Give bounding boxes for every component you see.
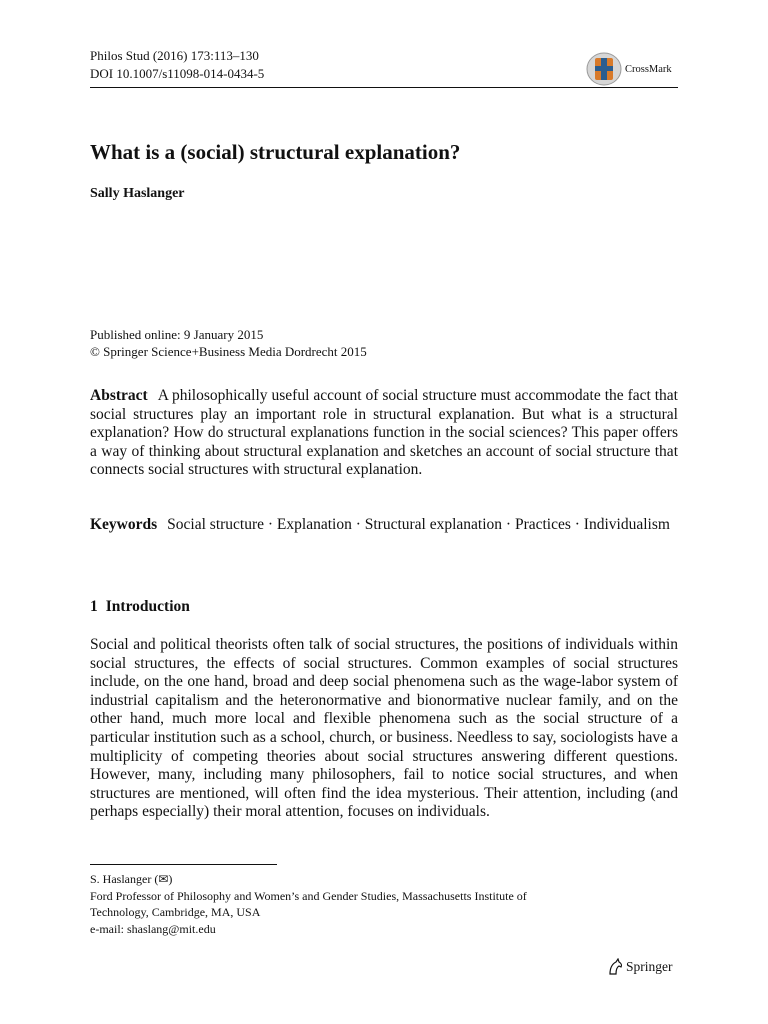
abstract-text: A philosophically useful account of social structure must accommodate the fact that social structures play an important role in structural explanation. But what is a structural explanation? How do structural explanations function in the social sciences? This paper offers a way of thinking about structural explanation and sketches an account of social structure that connects social structures with structural explanation.: [90, 387, 678, 479]
keywords-label: Keywords: [90, 516, 158, 533]
footnote-affiliation-2: Technology, Cambridge, MA, USA: [90, 905, 261, 919]
header-divider: [90, 87, 678, 88]
crossmark-badge[interactable]: [586, 52, 672, 86]
article-title: What is a (social) structural explanation?: [90, 140, 461, 164]
publisher-name: Springer: [626, 959, 673, 974]
publication-info: [90, 326, 367, 360]
section-title: Introduction: [105, 598, 190, 615]
footnote-email[interactable]: e-mail: shaslang@mit.edu: [90, 921, 216, 936]
abstract-label: Abstract: [90, 387, 148, 404]
footnote-affiliation-1: Ford Professor of Philosophy and Women’s and Gender Studies, Massachusetts Institute of: [90, 888, 527, 903]
section-number: 1: [90, 598, 98, 615]
journal-citation: Philos Stud (2016) 173:113–130: [90, 48, 259, 63]
crossmark-label: CrossMark: [625, 63, 672, 75]
section-heading: [90, 598, 190, 616]
keywords: [90, 516, 678, 535]
article-author: Sally Haslanger: [90, 186, 185, 201]
published-date: Published online: 9 January 2015: [90, 327, 264, 342]
footnote-divider: [90, 864, 277, 865]
publisher-logo: [607, 958, 673, 976]
footnote-author: S. Haslanger (✉): [90, 872, 173, 886]
abstract: [90, 387, 678, 480]
intro-paragraph: Social and political theorists often talk of social structures, the positions of individuals within social structures, the effects of social structures. Common examples of social structures include, on the one hand, broad and deep social phenomena such as the wage-labor system of industrial capitalism and the heteronormative and bionormative nuclear family, and on the other hand, much more local and flexible phenomena such as the social structure of a particular institution such as a school, church, or business. Needless to say, sociologists have a multiplicity of competing theories about social structures answering different questions. However, many, including many philosophers, fail to notice social structures, and when structures are mentioned, will often find the idea mysterious. Their attention, including (and perhaps especially) their moral attention, focuses on individuals.: [90, 636, 678, 821]
copyright-notice: © Springer Science+Business Media Dordrecht 2015: [90, 344, 367, 359]
keywords-text: Social structure · Explanation · Structural explanation · Practices · Individualism: [167, 516, 670, 533]
journal-header: [90, 47, 264, 83]
crossmark-icon: [586, 52, 622, 86]
springer-horse-icon: [607, 958, 623, 976]
doi[interactable]: DOI 10.1007/s11098-014-0434-5: [90, 66, 265, 81]
author-footnote: [90, 871, 678, 937]
